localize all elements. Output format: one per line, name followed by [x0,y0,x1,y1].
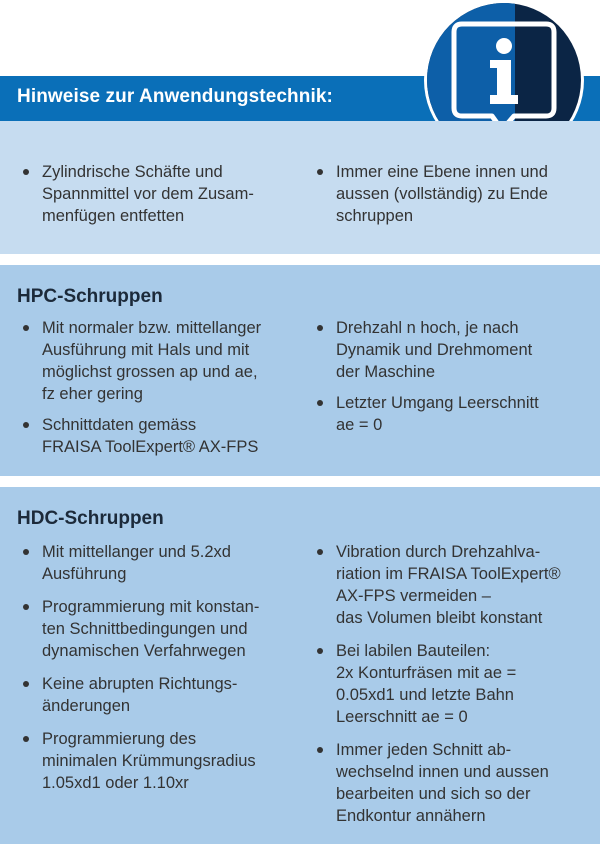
list-item: Schnittdaten gemäss FRAISA ToolExpert® AX-FPS [22,414,261,458]
list-item: Letzter Umgang Leerschnitt ae = 0 [316,392,539,436]
hdc-right-list [316,541,561,827]
general-section [0,121,600,254]
list-item: Immer eine Ebene innen und aussen (vollständig) zu Ende schruppen [316,161,548,227]
hpc-section [0,265,600,476]
list-item: Zylindrische Schäfte und Spannmittel vor dem Zusam- menfügen entfetten [22,161,254,227]
page-title: Hinweise zur Anwendungstechnik: [17,86,333,107]
list-item: Drehzahl n hoch, je nach Dynamik und Drehmoment der Maschine [316,317,539,383]
general-right-list [316,161,548,227]
list-item: Programmierung des minimalen Krümmungsradius 1.05xd1 oder 1.10xr [22,728,259,794]
list-item: Bei labilen Bauteilen: 2x Konturfräsen mit ae = 0.05xd1 und letzte Bahn Leerschnitt ae = 0 [316,640,561,728]
list-item: Mit normaler bzw. mittellanger Ausführung mit Hals und mit möglichst grossen ap und ae, fz eher gering [22,317,261,405]
list-item: Immer jeden Schnitt ab- wechselnd innen und aussen bearbeiten und sich so der Endkontur annähern [316,739,561,827]
list-item: Vibration durch Drehzahlva- riation im FRAISA ToolExpert® AX-FPS vermeiden – das Volumen bleibt konstant [316,541,561,629]
hdc-left-list [22,541,259,794]
hdc-section [0,487,600,844]
hpc-title: HPC-Schruppen [17,286,163,307]
list-item: Mit mittellanger und 5.2xd Ausführung [22,541,259,585]
hpc-left-list [22,317,261,458]
hdc-title: HDC-Schruppen [17,508,164,529]
general-left-list [22,161,254,227]
list-item: Programmierung mit konstan- ten Schnittbedingungen und dynamischen Verfahrwegen [22,596,259,662]
hpc-right-list [316,317,539,436]
list-item: Keine abrupten Richtungs- änderungen [22,673,259,717]
